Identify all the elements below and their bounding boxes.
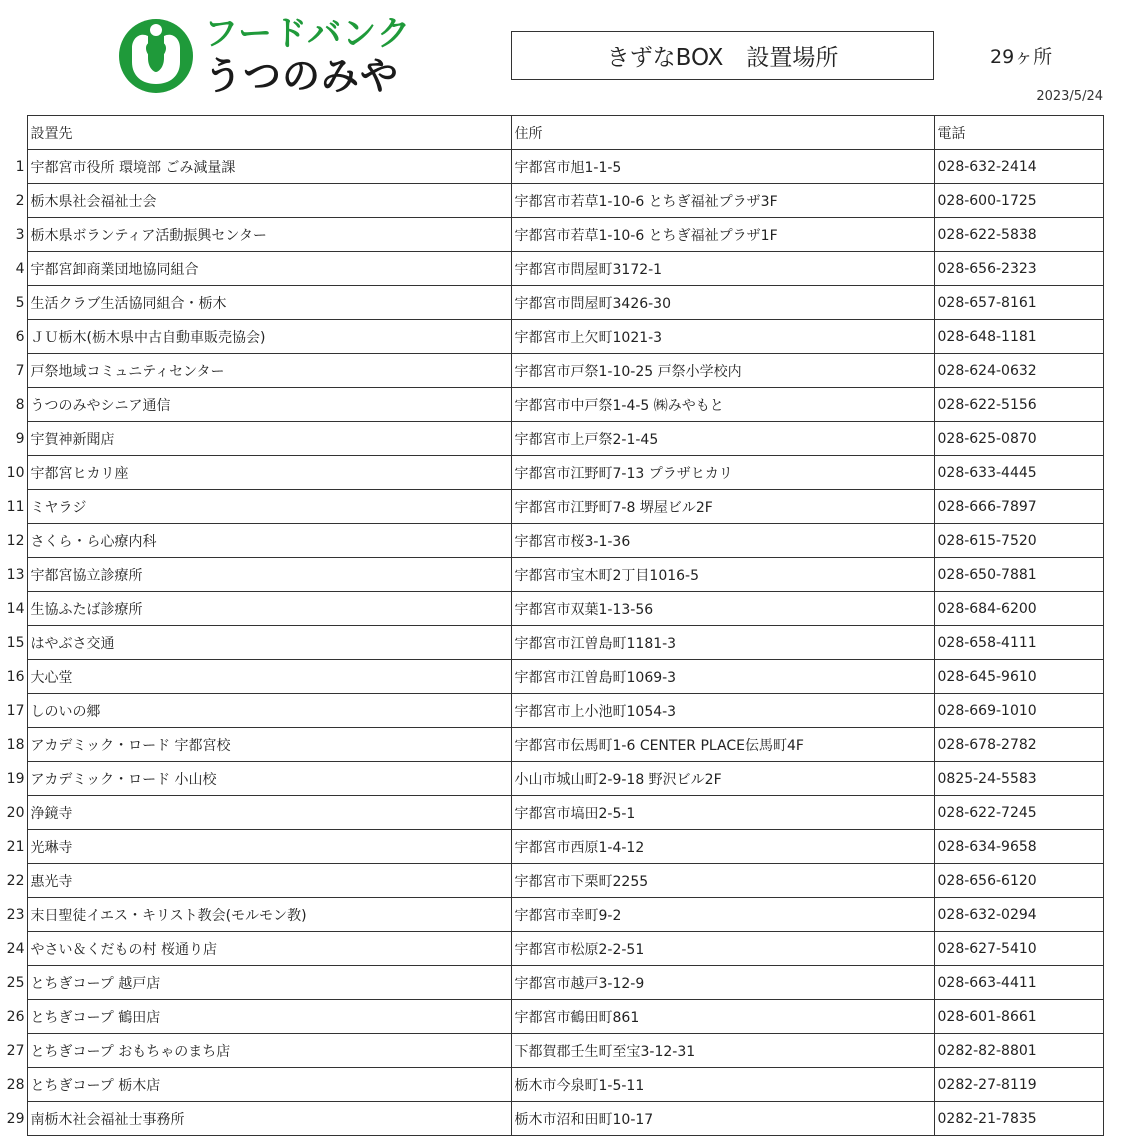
table-row xyxy=(0,354,1103,388)
table-row xyxy=(0,762,1103,796)
table-row xyxy=(0,184,1103,218)
location-address: 宇都宮市越戸3-12-9 xyxy=(511,966,934,1000)
location-phone: 028-632-0294 xyxy=(934,898,1103,932)
row-number: 22 xyxy=(6,872,25,889)
location-phone: 028-656-2323 xyxy=(934,252,1103,286)
table-row xyxy=(0,320,1103,354)
location-phone: 028-622-5156 xyxy=(934,388,1103,422)
page-title: きずなBOX 設置場所 xyxy=(511,31,934,80)
row-number: 1 xyxy=(15,158,25,175)
location-address: 宇都宮市江野町7-8 堺屋ビル2F xyxy=(511,490,934,524)
location-address: 宇都宮市上欠町1021-3 xyxy=(511,320,934,354)
location-name: 浄鏡寺 xyxy=(27,796,511,830)
location-address: 宇都宮市松原2-2-51 xyxy=(511,932,934,966)
table-row xyxy=(0,1068,1103,1102)
row-number: 5 xyxy=(15,294,25,311)
location-phone: 028-624-0632 xyxy=(934,354,1103,388)
table-row xyxy=(0,898,1103,932)
row-number: 24 xyxy=(6,940,25,957)
location-phone: 0825-24-5583 xyxy=(934,762,1103,796)
location-phone: 028-658-4111 xyxy=(934,626,1103,660)
row-number: 15 xyxy=(6,634,25,651)
location-name: とちぎコープ 鶴田店 xyxy=(27,1000,511,1034)
header-address: 住所 xyxy=(511,116,934,150)
location-phone: 028-648-1181 xyxy=(934,320,1103,354)
location-address: 宇都宮市問屋町3426-30 xyxy=(511,286,934,320)
location-phone: 0282-27-8119 xyxy=(934,1068,1103,1102)
location-phone: 028-669-1010 xyxy=(934,694,1103,728)
location-address: 宇都宮市宝木町2丁目1016-5 xyxy=(511,558,934,592)
location-address: 宇都宮市江曽島町1069-3 xyxy=(511,660,934,694)
location-name: はやぶさ交通 xyxy=(27,626,511,660)
location-phone: 028-634-9658 xyxy=(934,830,1103,864)
row-number: 2 xyxy=(15,192,25,209)
location-phone: 028-632-2414 xyxy=(934,150,1103,184)
location-name: とちぎコープ 越戸店 xyxy=(27,966,511,1000)
row-number: 17 xyxy=(6,702,25,719)
location-name: とちぎコープ おもちゃのまち店 xyxy=(27,1034,511,1068)
location-phone: 028-657-8161 xyxy=(934,286,1103,320)
location-address: 宇都宮市塙田2-5-1 xyxy=(511,796,934,830)
location-name: 栃木県社会福祉士会 xyxy=(27,184,511,218)
row-number: 20 xyxy=(6,804,25,821)
row-number: 19 xyxy=(6,770,25,787)
location-name: やさい＆くだもの村 桜通り店 xyxy=(27,932,511,966)
location-name: 宇都宮市役所 環境部 ごみ減量課 xyxy=(27,150,511,184)
row-number: 9 xyxy=(15,430,25,447)
location-phone: 028-633-4445 xyxy=(934,456,1103,490)
table-row xyxy=(0,932,1103,966)
location-phone: 028-678-2782 xyxy=(934,728,1103,762)
logo-text-foodbank: フードバンク xyxy=(204,14,412,54)
location-name: しのいの郷 xyxy=(27,694,511,728)
location-address: 宇都宮市江曽島町1181-3 xyxy=(511,626,934,660)
table-row xyxy=(0,456,1103,490)
header-phone: 電話 xyxy=(934,116,1103,150)
location-phone: 0282-82-8801 xyxy=(934,1034,1103,1068)
location-name: 宇都宮卸商業団地協同組合 xyxy=(27,252,511,286)
table-header-row xyxy=(0,116,1103,150)
location-address: 宇都宮市上戸祭2-1-45 xyxy=(511,422,934,456)
table-row xyxy=(0,524,1103,558)
location-address: 宇都宮市上小池町1054-3 xyxy=(511,694,934,728)
location-address: 宇都宮市双葉1-13-56 xyxy=(511,592,934,626)
location-name: 生活クラブ生活協同組合・栃木 xyxy=(27,286,511,320)
row-number: 23 xyxy=(6,906,25,923)
row-number: 3 xyxy=(15,226,25,243)
row-number: 6 xyxy=(15,328,25,345)
location-phone: 0282-21-7835 xyxy=(934,1102,1103,1136)
location-name: 戸祭地域コミュニティセンター xyxy=(27,354,511,388)
row-number: 7 xyxy=(15,362,25,379)
location-phone: 028-615-7520 xyxy=(934,524,1103,558)
location-name: ミヤラジ xyxy=(27,490,511,524)
table-row xyxy=(0,694,1103,728)
table-row xyxy=(0,1102,1103,1136)
location-address: 宇都宮市戸祭1-10-25 戸祭小学校内 xyxy=(511,354,934,388)
location-address: 下都賀郡壬生町至宝3-12-31 xyxy=(511,1034,934,1068)
row-number: 13 xyxy=(6,566,25,583)
row-number: 16 xyxy=(6,668,25,685)
location-address: 宇都宮市幸町9-2 xyxy=(511,898,934,932)
table-row xyxy=(0,626,1103,660)
location-name: さくら・ら心療内科 xyxy=(27,524,511,558)
row-number: 29 xyxy=(6,1110,25,1127)
table-row xyxy=(0,218,1103,252)
location-name: 生協ふたば診療所 xyxy=(27,592,511,626)
location-address: 小山市城山町2-9-18 野沢ビル2F xyxy=(511,762,934,796)
table-row xyxy=(0,150,1103,184)
location-name: 栃木県ボランティア活動振興センター xyxy=(27,218,511,252)
location-address: 栃木市今泉町1-5-11 xyxy=(511,1068,934,1102)
location-address: 宇都宮市江野町7-13 プラザヒカリ xyxy=(511,456,934,490)
table-row xyxy=(0,796,1103,830)
row-number: 28 xyxy=(6,1076,25,1093)
location-address: 宇都宮市問屋町3172-1 xyxy=(511,252,934,286)
location-phone: 028-684-6200 xyxy=(934,592,1103,626)
location-name: アカデミック・ロード 宇都宮校 xyxy=(27,728,511,762)
table-row xyxy=(0,864,1103,898)
location-phone: 028-622-5838 xyxy=(934,218,1103,252)
location-phone: 028-627-5410 xyxy=(934,932,1103,966)
location-name: 惠光寺 xyxy=(27,864,511,898)
location-phone: 028-600-1725 xyxy=(934,184,1103,218)
header-number-cell xyxy=(0,116,27,150)
row-number: 8 xyxy=(15,396,25,413)
location-name: 光琳寺 xyxy=(27,830,511,864)
location-name: うつのみやシニア通信 xyxy=(27,388,511,422)
foodbank-logo xyxy=(118,14,412,98)
location-name: 南栃木社会福祉士事務所 xyxy=(27,1102,511,1136)
location-address: 宇都宮市若草1-10-6 とちぎ福祉プラザ1F xyxy=(511,218,934,252)
row-number: 26 xyxy=(6,1008,25,1025)
location-phone: 028-650-7881 xyxy=(934,558,1103,592)
table-row xyxy=(0,592,1103,626)
foodbank-hands-heart-icon xyxy=(118,18,194,94)
row-number: 21 xyxy=(6,838,25,855)
location-name: アカデミック・ロード 小山校 xyxy=(27,762,511,796)
location-address: 宇都宮市若草1-10-6 とちぎ福祉プラザ3F xyxy=(511,184,934,218)
location-phone: 028-622-7245 xyxy=(934,796,1103,830)
location-name: 大心堂 xyxy=(27,660,511,694)
location-phone: 028-663-4411 xyxy=(934,966,1103,1000)
location-address: 宇都宮市下栗町2255 xyxy=(511,864,934,898)
location-phone: 028-656-6120 xyxy=(934,864,1103,898)
location-name: 宇都宮ヒカリ座 xyxy=(27,456,511,490)
location-address: 宇都宮市伝馬町1-6 CENTER PLACE伝馬町4F xyxy=(511,728,934,762)
location-name: 宇都宮協立診療所 xyxy=(27,558,511,592)
header-location: 設置先 xyxy=(27,116,511,150)
location-name: とちぎコープ 栃木店 xyxy=(27,1068,511,1102)
location-name: ＪＵ栃木(栃木県中古自動車販売協会) xyxy=(27,320,511,354)
location-name: 宇賀神新聞店 xyxy=(27,422,511,456)
location-name: 末日聖徒イエス・キリスト教会(モルモン教) xyxy=(27,898,511,932)
table-row xyxy=(0,728,1103,762)
document-date: 2023/5/24 xyxy=(1036,89,1103,104)
row-number: 18 xyxy=(6,736,25,753)
location-address: 宇都宮市西原1-4-12 xyxy=(511,830,934,864)
location-address: 宇都宮市旭1-1-5 xyxy=(511,150,934,184)
table-row xyxy=(0,966,1103,1000)
row-number: 14 xyxy=(6,600,25,617)
location-address: 宇都宮市鶴田町861 xyxy=(511,1000,934,1034)
row-number: 12 xyxy=(6,532,25,549)
location-phone: 028-625-0870 xyxy=(934,422,1103,456)
row-number: 4 xyxy=(15,260,25,277)
table-row xyxy=(0,252,1103,286)
location-phone: 028-645-9610 xyxy=(934,660,1103,694)
table-row xyxy=(0,1034,1103,1068)
logo-text-utsunomiya: うつのみや xyxy=(204,54,400,98)
row-number: 25 xyxy=(6,974,25,991)
location-address: 宇都宮市桜3-1-36 xyxy=(511,524,934,558)
location-phone: 028-666-7897 xyxy=(934,490,1103,524)
table-row xyxy=(0,1000,1103,1034)
row-number: 10 xyxy=(6,464,25,481)
table-row xyxy=(0,286,1103,320)
location-table xyxy=(0,115,1104,1136)
table-row xyxy=(0,422,1103,456)
location-address: 宇都宮市中戸祭1-4-5 ㈱みやもと xyxy=(511,388,934,422)
location-phone: 028-601-8661 xyxy=(934,1000,1103,1034)
table-row xyxy=(0,558,1103,592)
location-count: 29ヶ所 xyxy=(990,46,1053,68)
row-number: 27 xyxy=(6,1042,25,1059)
table-row xyxy=(0,490,1103,524)
table-row xyxy=(0,660,1103,694)
table-row xyxy=(0,388,1103,422)
table-row xyxy=(0,830,1103,864)
location-address: 栃木市沼和田町10-17 xyxy=(511,1102,934,1136)
row-number: 11 xyxy=(6,498,25,515)
